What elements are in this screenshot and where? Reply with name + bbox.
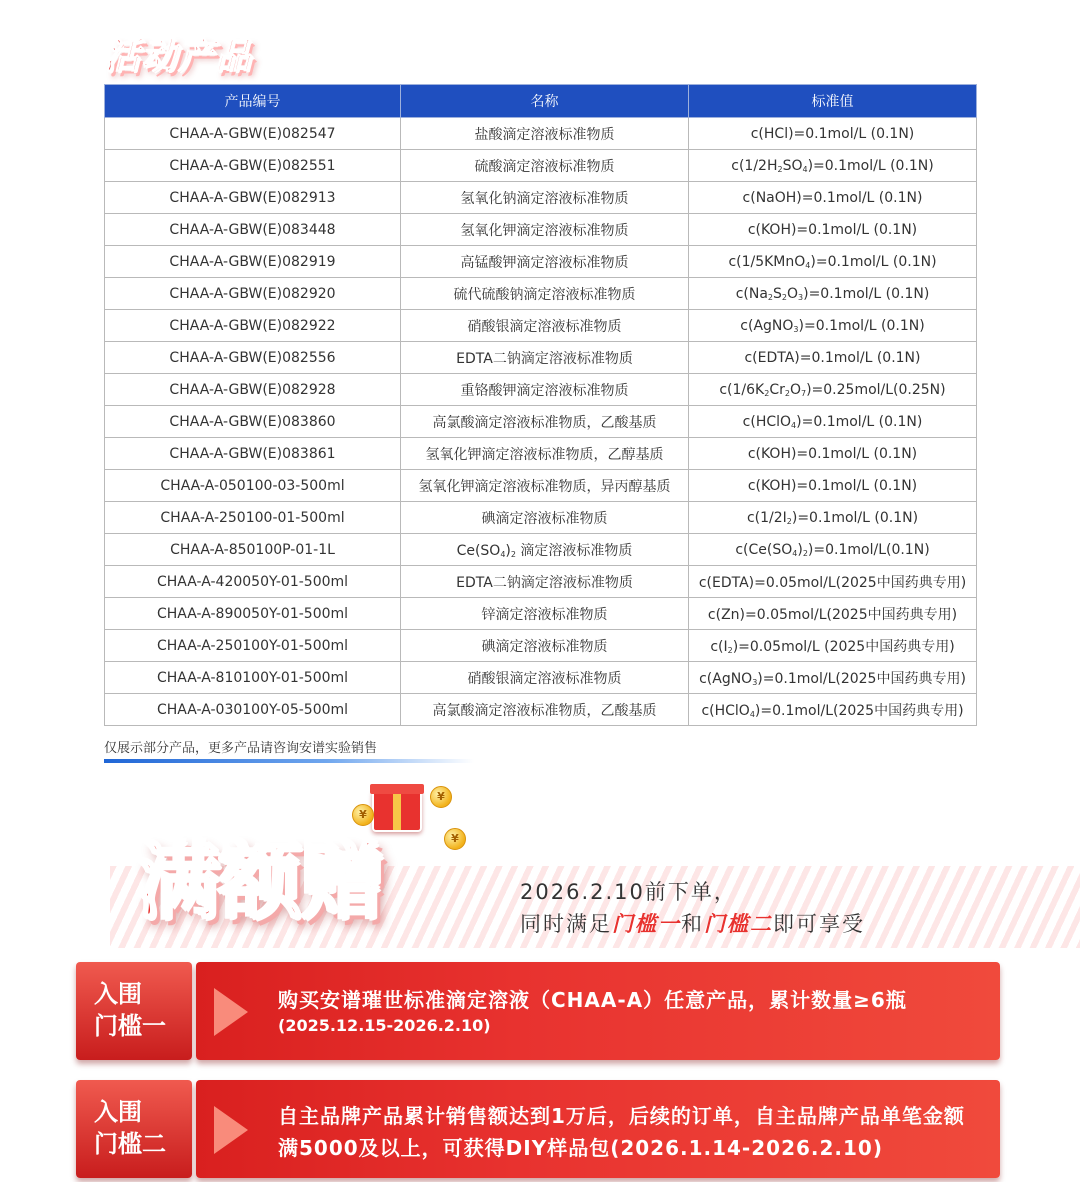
cell-product-code: CHAA-A-030100Y-05-500ml <box>105 694 401 726</box>
cell-product-code: CHAA-A-GBW(E)083860 <box>105 406 401 438</box>
cell-product-name: 硫酸滴定溶液标准物质 <box>401 150 689 182</box>
cell-standard-value: c(EDTA)=0.05mol/L(2025中国药典专用) <box>689 566 977 598</box>
threshold-one-label <box>76 962 192 1060</box>
table-row <box>105 534 977 566</box>
cell-standard-value: $c(1/2H_2SO_4)=0.1mol/L$ (0.1N) <box>689 150 977 182</box>
coin-icon: ¥ <box>430 786 452 808</box>
promo-threshold-2-ref: 门槛二 <box>704 912 773 936</box>
table-row <box>105 470 977 502</box>
table-row <box>105 662 977 694</box>
cell-standard-value: c(HClO$_4$)=0.1mol/L(2025中国药典专用) <box>689 694 977 726</box>
table-header-row <box>105 85 977 118</box>
threshold-one-body <box>196 962 1000 1060</box>
coin-icon: ¥ <box>444 828 466 850</box>
table-row <box>105 502 977 534</box>
cell-product-name: 硫代硫酸钠滴定溶液标准物质 <box>401 278 689 310</box>
threshold-one-main: 购买安谱璀世标准滴定溶液（CHAA-A）任意产品，累计数量≥6瓶 <box>278 988 907 1012</box>
cell-product-name: 高氯酸滴定溶液标准物质，乙酸基质 <box>401 694 689 726</box>
table-row <box>105 214 977 246</box>
threshold-one-label-line2: 门槛一 <box>94 1012 166 1040</box>
cell-standard-value: $c(1/2I_2)=0.1mol/L$ (0.1N) <box>689 502 977 534</box>
table-row <box>105 694 977 726</box>
promo-section <box>0 770 1080 1182</box>
section-title: 活动产品 <box>104 36 253 77</box>
cell-product-code: CHAA-A-GBW(E)082913 <box>105 182 401 214</box>
promo-line-2-prefix: 同时满足 <box>520 912 612 936</box>
cell-product-code: CHAA-A-890050Y-01-500ml <box>105 598 401 630</box>
threshold-two-label-line2: 门槛二 <box>94 1130 166 1158</box>
cell-standard-value: c(KOH)=0.1mol/L (0.1N) <box>689 470 977 502</box>
table-row <box>105 278 977 310</box>
cell-standard-value: c(KOH)=0.1mol/L (0.1N) <box>689 438 977 470</box>
promo-threshold-1-ref: 门槛一 <box>612 912 681 936</box>
header-name: 名称 <box>401 85 689 118</box>
cell-product-code: CHAA-A-GBW(E)082920 <box>105 278 401 310</box>
cell-product-name: 高锰酸钾滴定溶液标准物质 <box>401 246 689 278</box>
cell-standard-value: c(NaOH)=0.1mol/L (0.1N) <box>689 182 977 214</box>
cell-product-name: EDTA二钠滴定溶液标准物质 <box>401 566 689 598</box>
cell-product-name: 碘滴定溶液标准物质 <box>401 630 689 662</box>
table-row <box>105 150 977 182</box>
cell-product-name: 硝酸银滴定溶液标准物质 <box>401 310 689 342</box>
promo-title: 满额赠 <box>136 832 383 930</box>
footnote-underline <box>104 759 474 763</box>
promo-line-1: 2026.2.10前下单， <box>520 880 737 904</box>
cell-product-code: CHAA-A-GBW(E)083448 <box>105 214 401 246</box>
cell-product-code: CHAA-A-250100-01-500ml <box>105 502 401 534</box>
promo-description <box>520 876 865 940</box>
cell-standard-value: $c(1/6K_2Cr_2O_7)=0.25mol/L(0.25N)$ <box>689 374 977 406</box>
table-row <box>105 182 977 214</box>
cell-standard-value: c(1/5KMnO$_4$)=0.1mol/L (0.1N) <box>689 246 977 278</box>
cell-product-name: 锌滴定溶液标准物质 <box>401 598 689 630</box>
cell-standard-value: c(KOH)=0.1mol/L (0.1N) <box>689 214 977 246</box>
table-row <box>105 118 977 150</box>
table-row <box>105 310 977 342</box>
cell-standard-value: $c(Na_2S_2O_3)=0.1mol/L$ (0.1N) <box>689 278 977 310</box>
cell-product-code: CHAA-A-GBW(E)082547 <box>105 118 401 150</box>
play-arrow-icon <box>214 988 248 1036</box>
table-body <box>105 118 977 726</box>
table-row <box>105 406 977 438</box>
cell-product-name: 硝酸银滴定溶液标准物质 <box>401 662 689 694</box>
cell-product-code: CHAA-A-GBW(E)082551 <box>105 150 401 182</box>
cell-product-code: CHAA-A-050100-03-500ml <box>105 470 401 502</box>
cell-product-code: CHAA-A-250100Y-01-500ml <box>105 630 401 662</box>
cell-product-code: CHAA-A-GBW(E)082919 <box>105 246 401 278</box>
header-code: 产品编号 <box>105 85 401 118</box>
cell-product-name: 氢氧化钾滴定溶液标准物质，乙醇基质 <box>401 438 689 470</box>
table-row <box>105 566 977 598</box>
threshold-one-label-line1: 入围 <box>94 980 142 1008</box>
table-row <box>105 598 977 630</box>
cell-product-code: CHAA-A-420050Y-01-500ml <box>105 566 401 598</box>
cell-product-name: 氢氧化钾滴定溶液标准物质 <box>401 214 689 246</box>
cell-product-code: CHAA-A-850100P-01-1L <box>105 534 401 566</box>
cell-product-name: $Ce(SO_4)_2$ 滴定溶液标准物质 <box>401 534 689 566</box>
cell-product-code: CHAA-A-810100Y-01-500ml <box>105 662 401 694</box>
cell-product-name: 重铬酸钾滴定溶液标准物质 <box>401 374 689 406</box>
threshold-two-label <box>76 1080 192 1178</box>
cell-standard-value: $c(Ce(SO_4)_2)=0.1mol/L(0.1N)$ <box>689 534 977 566</box>
threshold-one-panel <box>76 962 1000 1060</box>
cell-product-code: CHAA-A-GBW(E)082928 <box>105 374 401 406</box>
cell-standard-value: c(HClO$_4$)=0.1mol/L (0.1N) <box>689 406 977 438</box>
cell-product-name: EDTA二钠滴定溶液标准物质 <box>401 342 689 374</box>
cell-standard-value: c(AgNO$_3$)=0.1mol/L (0.1N) <box>689 310 977 342</box>
footnote: 仅展示部分产品，更多产品请咨询安谱实验销售 <box>104 741 378 756</box>
cell-product-name: 碘滴定溶液标准物质 <box>401 502 689 534</box>
threshold-one-date: (2025.12.15-2026.2.10) <box>278 1016 491 1035</box>
threshold-two-main-cont: 满5000及以上，可获得DIY样品包(2026.1.14-2026.2.10) <box>278 1136 883 1160</box>
threshold-two-label-line1: 入围 <box>94 1098 142 1126</box>
table-row <box>105 342 977 374</box>
cell-standard-value: c(HCl)=0.1mol/L (0.1N) <box>689 118 977 150</box>
cell-standard-value: c(Zn)=0.05mol/L(2025中国药典专用) <box>689 598 977 630</box>
threshold-two-panel <box>76 1080 1000 1178</box>
cell-product-code: CHAA-A-GBW(E)082556 <box>105 342 401 374</box>
play-arrow-icon <box>214 1106 248 1154</box>
cell-standard-value: c(EDTA)=0.1mol/L (0.1N) <box>689 342 977 374</box>
table-row <box>105 246 977 278</box>
cell-product-name: 盐酸滴定溶液标准物质 <box>401 118 689 150</box>
threshold-two-body <box>196 1080 1000 1178</box>
cell-product-name: 氢氧化钠滴定溶液标准物质 <box>401 182 689 214</box>
coin-icon: ¥ <box>352 804 374 826</box>
threshold-two-main: 自主品牌产品累计销售额达到1万后，后续的订单，自主品牌产品单笔金额 <box>278 1104 965 1128</box>
table-row <box>105 630 977 662</box>
cell-product-code: CHAA-A-GBW(E)083861 <box>105 438 401 470</box>
cell-product-name: 高氯酸滴定溶液标准物质，乙酸基质 <box>401 406 689 438</box>
promo-line-2-suffix: 即可享受 <box>773 912 865 936</box>
table-row <box>105 438 977 470</box>
cell-product-name: 氢氧化钾滴定溶液标准物质，异丙醇基质 <box>401 470 689 502</box>
header-standard: 标准值 <box>689 85 977 118</box>
cell-standard-value: $c(I_2)=0.05mol/L$ (2025中国药典专用) <box>689 630 977 662</box>
cell-product-code: CHAA-A-GBW(E)082922 <box>105 310 401 342</box>
promo-line-2 <box>520 908 865 940</box>
product-table <box>104 84 977 726</box>
table-row <box>105 374 977 406</box>
promo-line-2-and: 和 <box>681 912 704 936</box>
cell-standard-value: c(AgNO$_3$)=0.1mol/L(2025中国药典专用) <box>689 662 977 694</box>
